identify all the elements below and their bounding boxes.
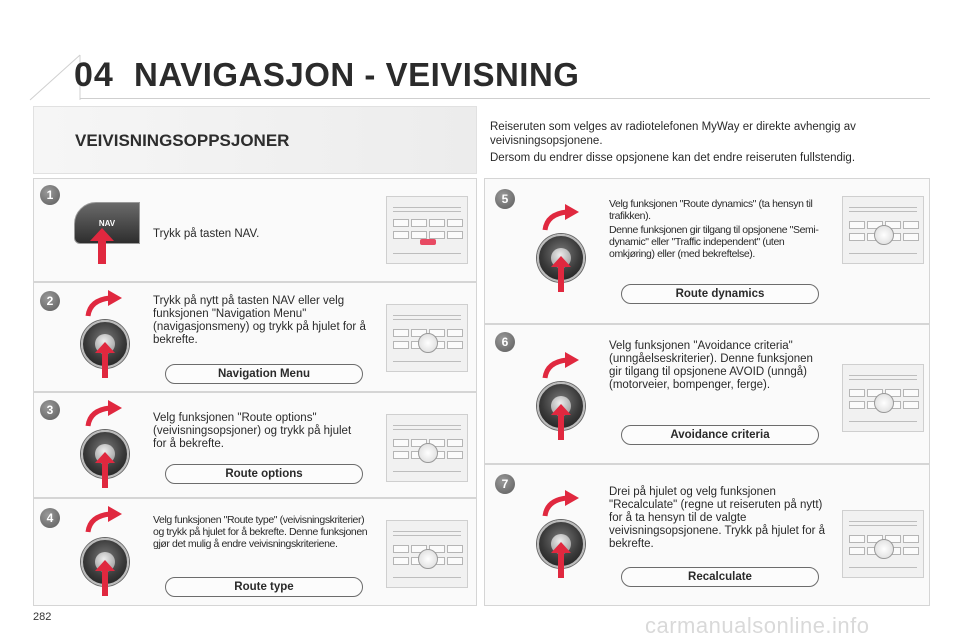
recalculate-label: Recalculate (621, 567, 819, 587)
red-arrow-icon (90, 228, 114, 264)
page-title: NAVIGASJON - VEIVISNING (134, 56, 580, 93)
step-1-text: Trykk på tasten NAV. (153, 228, 260, 240)
red-arrow-icon (551, 542, 571, 578)
rotation-arrow-icon (84, 506, 124, 536)
step-4-text: Velg funksjonen "Route type" (veivisningskriterier) og trykk på hjulet for å bekrefte. Denne funksjonen gjør det mulig å endre veivisningskriteriene. (153, 514, 368, 550)
intro-text (490, 120, 930, 165)
page-number: 282 (33, 611, 52, 623)
step-3-text: Velg funksjonen "Route options" (veivisningsopsjoner) og trykk på hjulet for å bekrefte. (153, 412, 352, 450)
section-title: VEIVISNINGSOPPSJONER (75, 131, 290, 150)
route-type-label: Route type (165, 577, 363, 597)
step-2-text: Trykk på nytt på tasten NAV eller velg funksjonen "Navigation Menu" (navigasjonsmeny) og trykk på hjulet for å bekrefte. (153, 295, 366, 346)
chapter-number: 04 (74, 56, 114, 94)
navigation-menu-label: Navigation Menu (165, 364, 363, 384)
step-6-text: Velg funksjonen "Avoidance criteria" (unngåelseskriterier). Denne funksjonen gir tilgang til opsjonene AVOID (unngå) (motorveier, bompenger, ferge). (609, 340, 813, 391)
rotation-arrow-icon (541, 490, 581, 520)
step-5-number: 5 (495, 189, 515, 209)
control-panel-icon (842, 510, 924, 578)
control-panel-icon (842, 364, 924, 432)
red-arrow-icon (95, 452, 115, 488)
red-arrow-icon (551, 404, 571, 440)
step-6-number: 6 (495, 332, 515, 352)
control-panel-icon (386, 414, 468, 482)
step-3-number: 3 (40, 400, 60, 420)
red-arrow-icon (95, 342, 115, 378)
rotation-arrow-icon (541, 204, 581, 234)
rotation-arrow-icon (84, 290, 124, 320)
title-divider (80, 98, 930, 99)
rotation-arrow-icon (541, 352, 581, 382)
step-5-text (609, 198, 829, 260)
red-arrow-icon (95, 560, 115, 596)
intro-paragraph-2: Dersom du endrer disse opsjonene kan det endre reiseruten fullstendig. (490, 152, 856, 164)
step-1-number: 1 (40, 185, 60, 205)
red-arrow-icon (551, 256, 571, 292)
step-7-number: 7 (495, 474, 515, 494)
route-options-label: Route options (165, 464, 363, 484)
avoidance-criteria-label: Avoidance criteria (621, 425, 819, 445)
route-dynamics-label: Route dynamics (621, 284, 819, 304)
nav-key-label: NAV (98, 218, 116, 228)
control-panel-icon (386, 304, 468, 372)
rotation-arrow-icon (84, 400, 124, 430)
intro-paragraph-1: Reiseruten som velges av radiotelefonen MyWay er direkte avhengig av veivisningsopsjonene. (490, 121, 856, 147)
step-5-text-2: Denne funksjonen gir tilgang til opsjonene "Semi-dynamic" eller "Traffic independent" (uten omkjøring) eller (med bekreftelse). (609, 224, 819, 260)
control-panel-icon (386, 520, 468, 588)
step-7-text: Drei på hjulet og velg funksjonen "Recalculate" (regne ut reiseruten på nytt) for å ta hensyn til de valgte veivisningsopsjonene. Trykk på hjulet for å bekrefte. (609, 486, 826, 550)
control-panel-icon (842, 196, 924, 264)
step-2-number: 2 (40, 291, 60, 311)
step-4-number: 4 (40, 508, 60, 528)
control-panel-icon (386, 196, 468, 264)
step-5-text-1: Velg funksjonen "Route dynamics" (ta hensyn til trafikken). (609, 198, 813, 222)
watermark: carmanualsonline.info (645, 613, 870, 638)
